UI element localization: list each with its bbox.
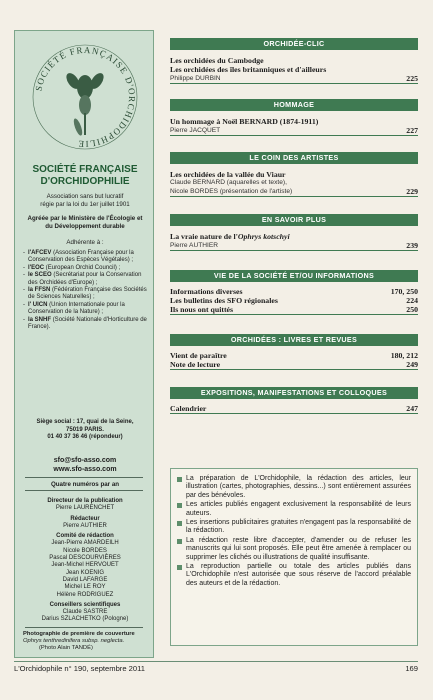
editorial-notes [170,468,418,646]
page-number: 225 [406,74,418,83]
society-name: SOCIÉTÉ FRANÇAISE D'ORCHIDOPHILIE [32,164,138,187]
note-item: La reproduction partielle ou totale des articles publiés dans L'Orchidophile n'est autorisée que sous réserve de l'accord préalable des auteurs et de la rédaction. [177,563,411,588]
credit-name: Pierre LAURENCHET [55,505,115,512]
section-coin-artistes [170,152,418,197]
page-number: 229 [406,187,418,196]
section-livres-revues [170,334,418,370]
member-item: - la FFSN (Fédération Française des Sociétés de Sciences Naturelles) ; [23,287,149,302]
toc-line[interactable]: Informations diverses 170, 250 [170,287,418,296]
issue-label: L'Orchidophile n° 190, septembre 2011 [14,664,145,673]
toc-line[interactable]: Les bulletins des SFO régionales 224 [170,296,418,305]
section-header: HOMMAGE [170,99,418,111]
bullet-square-icon [177,565,182,570]
member-item: - l'AFCEV (Association Française pour la Conservation des Espèces Végétales) ; [23,250,149,265]
section-orchidee-clic [170,38,418,84]
section-hommage [170,99,418,136]
credit-name: Darius SZLACHETKO (Pologne) [41,616,129,623]
note-item: La préparation de L'Orchidophile, la rédaction des articles, leur illustration (cartes, photographies, dessins...) sont entièrement assurées par des bénévoles. [177,475,411,500]
toc-entry[interactable]: Les orchidées du Cambodge Les orchidées des îles britanniques et d'ailleurs Philippe DURBIN 225 [170,56,418,83]
credit-role: Comité de rédaction [56,533,114,540]
toc-line[interactable]: Note de lecture 249 [170,360,418,369]
adherent-label: Adhérente à : [66,239,104,246]
head-office: Siège social : 17, quai de la Seine, 75019 PARIS. 01 40 37 36 46 (répondeur) [21,419,149,442]
member-item: - la SNHF (Société Nationale d'Horticulture de France). [23,317,149,332]
author: Claude BERNARD (aquarelles et texte), [170,179,287,186]
credit-name: Michel LE ROY [64,584,106,591]
issues-per-year: Quatre numéros par an [50,481,120,488]
credit-name: Pascal DESCOURVIÈRES [49,555,121,562]
author: Nicole BORDES (présentation de l'artiste) [170,188,293,195]
credit-role: Rédacteur [70,515,100,522]
member-item: - l' UICN (Union Internationale pour la Conservation de la Nature) ; [23,302,149,317]
credit-name: Jean-Michel HERVOUET [51,562,119,569]
toc-line[interactable]: Ils nous ont quittés 250 [170,305,418,314]
toc-line[interactable]: Calendrier 247 [170,404,418,413]
member-item: - le SCEO (Secrétariat pour la Conservation des Orchidées d'Europe) ; [23,272,149,287]
divider [25,477,143,478]
credits [21,495,149,624]
website-link[interactable]: www.sfo-asso.com [53,466,117,473]
toc-entry[interactable]: La vraie nature de l'Ophrys kotschyi Pierre AUTHIER 239 [170,232,418,250]
bullet-square-icon [177,539,182,544]
section-en-savoir-plus [170,214,418,251]
section-header: LE COIN DES ARTISTES [170,152,418,164]
society-logo [25,37,145,157]
page-footer [14,664,418,673]
credit-name: Jean-Pierre AMARDEILH [51,540,119,547]
logo-text: SOCIÉTÉ FRANÇAISE D'ORCHIDOPHILIE [33,44,138,150]
phone-number: 01 40 37 36 46 (répondeur) [47,434,123,441]
bullet-square-icon [177,503,182,508]
footer-rule [14,661,418,662]
author: Philippe DURBIN [170,75,221,82]
member-item: - l'EOC (European Orchid Council) ; [23,265,149,272]
credit-name: Hélène RODRIGUEZ [56,591,114,598]
credit-name: Nicole BORDES [63,547,107,554]
page-number: 239 [406,241,418,250]
credit-name: Pierre AUTHIER [63,522,107,529]
toc-entry[interactable]: Un hommage à Noël BERNARD (1874-1911) Pierre JACQUET 227 [170,117,418,135]
email-link[interactable]: sfo@sfo-asso.com [53,457,117,464]
credit-name: David LAFARGE [62,576,108,583]
section-header: ORCHIDÉES : LIVRES ET REVUES [170,334,418,346]
section-header: VIE DE LA SOCIÉTÉ ET/OU INFORMATIONS [170,270,418,282]
credit-role: Directeur de la publication [47,498,123,504]
member-list [23,250,149,331]
note-item: Les insertions publicitaires gratuites n'engagent pas la responsabilité de la rédaction. [177,519,411,536]
section-vie-societe [170,270,418,315]
bullet-square-icon [177,477,182,482]
section-header: EN SAVOIR PLUS [170,214,418,226]
page-number-footer: 169 [405,664,418,673]
section-header: EXPOSITIONS, MANIFESTATIONS ET COLLOQUES [170,387,418,399]
author: Pierre JACQUET [170,127,221,134]
sidebar [14,30,154,658]
toc-line[interactable]: Vient de paraître 180, 212 [170,351,418,360]
association-status: Association sans but lucratif régie par la loi du 1er juillet 1901 [40,193,130,208]
credit-role: Conseillers scientifiques [49,601,121,608]
cover-photo-credit: Photographie de première de couverture Ophrys tenthredinifera subsp. neglecta. (Photo Alain TANDÉ) [23,631,135,652]
orchid-icon [64,71,107,137]
toc-entry[interactable]: Les orchidées de la vallée du Viaur Claude BERNARD (aquarelles et texte), Nicole BORDES (présentation de l'artiste) 229 [170,170,418,196]
ministry-agreement: Agréée par le Ministère de l'Écologie et du Développement durable [27,215,143,230]
contact-web [21,456,149,474]
credit-name: Jean KOENIG [65,569,104,576]
credit-name: Claude SASTRE [62,609,108,616]
section-expositions [170,387,418,414]
author: Pierre AUTHIER [170,242,218,249]
divider [25,490,143,491]
section-header: ORCHIDÉE-CLIC [170,38,418,50]
page-number: 227 [406,126,418,135]
divider [25,627,143,628]
bullet-square-icon [177,521,182,526]
note-item: Les articles publiés engagent exclusivement la responsabilité de leurs auteurs. [177,501,411,518]
note-item: La rédaction reste libre d'accepter, d'amender ou de refuser les manuscrits qui lui sont proposés. Elle peut être amenée à remplacer ou supprimer les clichés ou illustrations de qualité insuffisante. [177,537,411,562]
